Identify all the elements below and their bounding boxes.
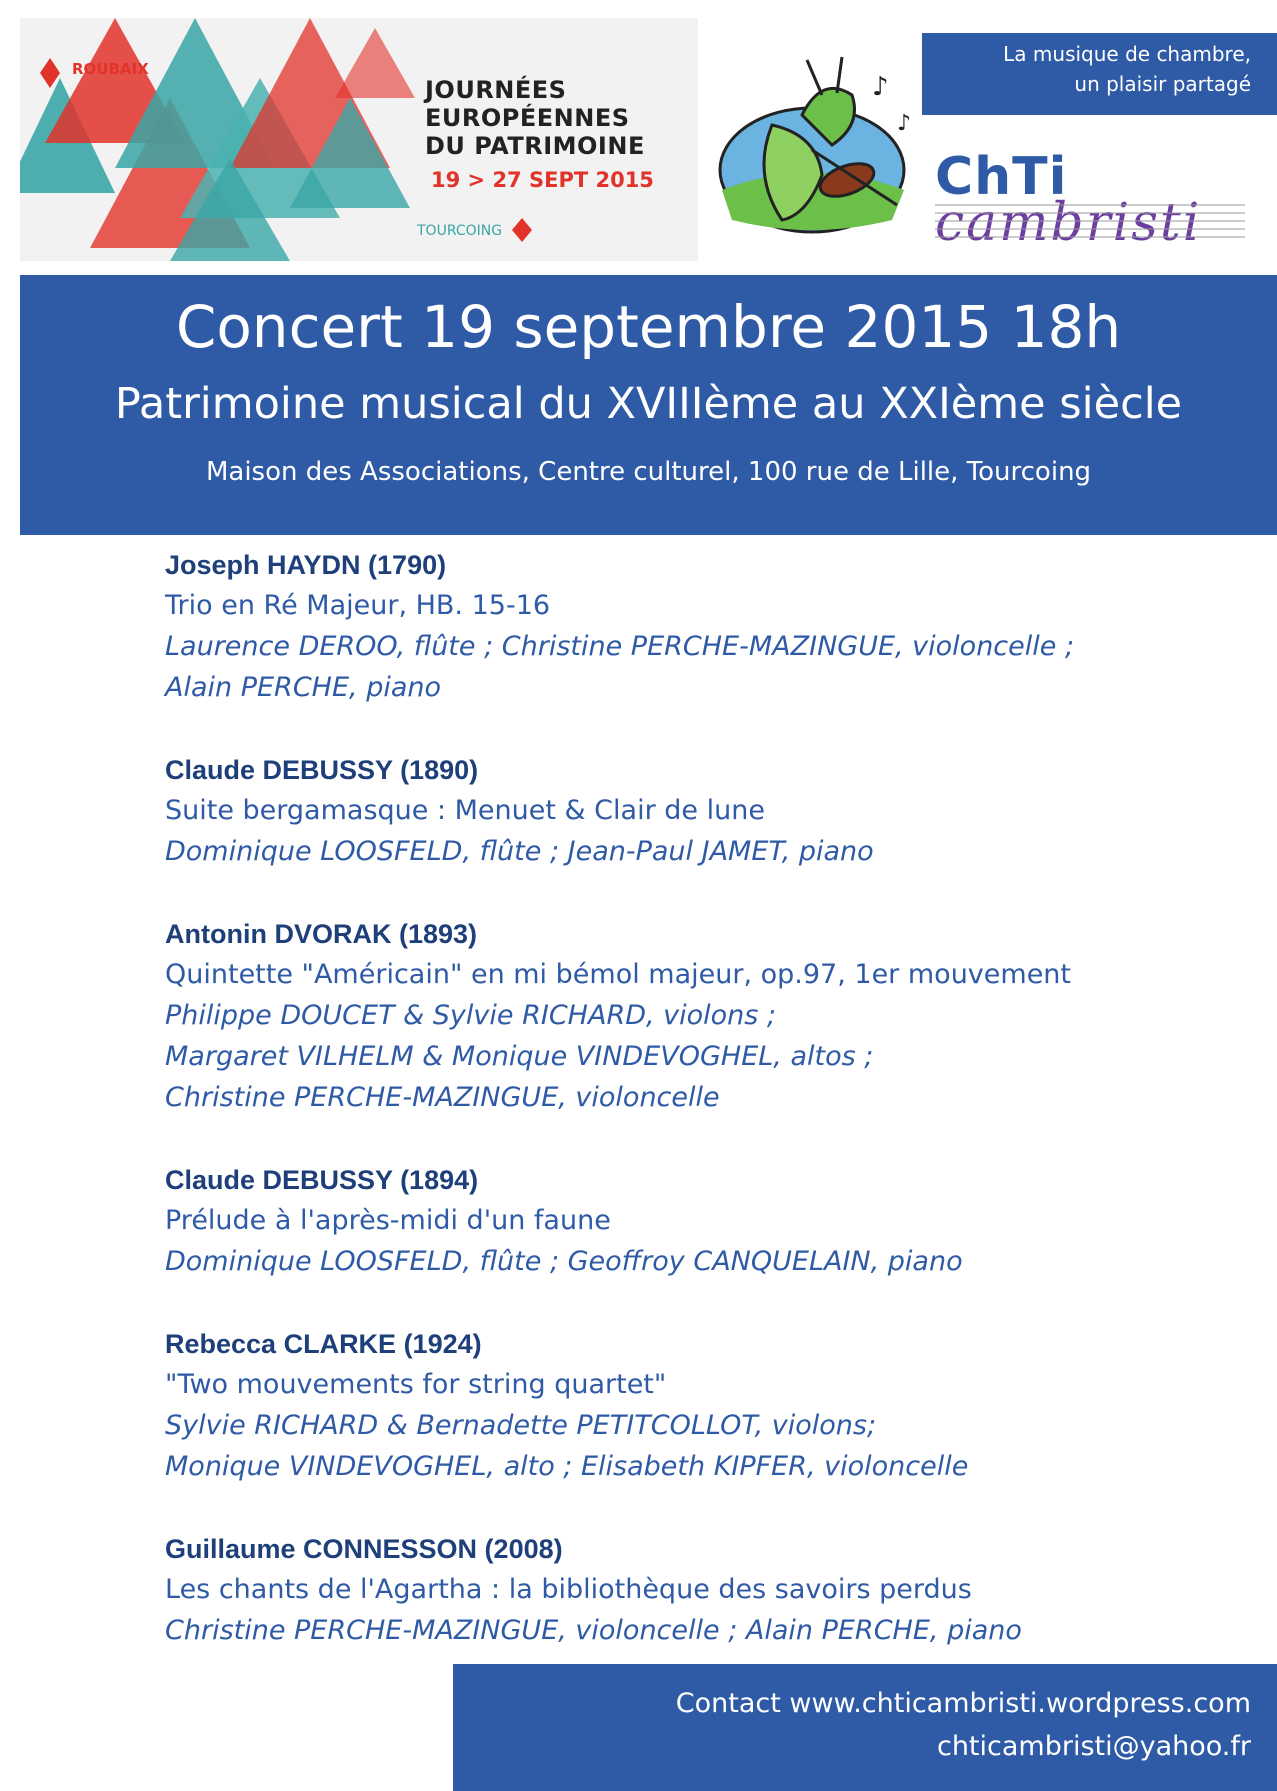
performers: Dominique LOOSFELD, flûte ; Jean-Paul JAMET, piano xyxy=(165,836,874,867)
program-item xyxy=(165,750,1225,872)
jep-city-tourcoing: TOURCOING xyxy=(417,223,503,239)
concert-title: Concert 19 septembre 2015 18h xyxy=(175,293,1122,361)
composer: Guillaume CONNESSON (2008) xyxy=(165,1534,563,1564)
program-item xyxy=(165,1529,1225,1651)
tagline-box xyxy=(922,33,1277,115)
work-title: Les chants de l'Agartha : la bibliothèque des savoirs perdus xyxy=(165,1574,972,1605)
program-item xyxy=(165,914,1225,1118)
work-title: "Two mouvements for string quartet" xyxy=(165,1369,667,1400)
composer: Antonin DVORAK (1893) xyxy=(165,919,478,949)
contact-website[interactable]: Contact www.chticambristi.wordpress.com xyxy=(675,1688,1251,1719)
concert-banner xyxy=(20,275,1277,535)
grasshopper-violin-icon xyxy=(712,55,924,240)
logo-cambristi-text: cambristi xyxy=(935,193,1202,253)
performers: Laurence DEROO, flûte ; Christine PERCHE-MAZINGUE, violoncelle ; xyxy=(165,631,1075,662)
composer: Rebecca CLARKE (1924) xyxy=(165,1329,482,1359)
jep-logo xyxy=(20,18,698,261)
logo-chti-text: ChTi xyxy=(935,147,1068,207)
svg-text:♪: ♪ xyxy=(897,111,912,136)
concert-venue: Maison des Associations, Centre culturel, 100 rue de Lille, Tourcoing xyxy=(205,457,1092,487)
composer: Joseph HAYDN (1790) xyxy=(165,550,447,580)
jep-title-line: JOURNÉES xyxy=(425,76,567,104)
staff-lines-graphic xyxy=(935,201,1250,241)
performers: Alain PERCHE, piano xyxy=(165,672,442,703)
work-title: Trio en Ré Majeur, HB. 15-16 xyxy=(165,590,551,621)
jep-title-line: EUROPÉENNES xyxy=(425,104,630,132)
work-title: Suite bergamasque : Menuet & Clair de lune xyxy=(165,795,765,826)
performers: Philippe DOUCET & Sylvie RICHARD, violons ; xyxy=(165,1000,777,1031)
contact-box xyxy=(453,1664,1277,1791)
jep-title-line: DU PATRIMOINE xyxy=(425,132,645,160)
work-title: Prélude à l'après-midi d'un faune xyxy=(165,1205,611,1236)
jep-dates: 19 > 27 SEPT 2015 xyxy=(431,168,654,192)
concert-subtitle: Patrimoine musical du XVIIIème au XXIème siècle xyxy=(114,379,1183,429)
performers: Sylvie RICHARD & Bernadette PETITCOLLOT, violons; xyxy=(165,1410,877,1441)
jep-city-roubaix: ROUBAIX xyxy=(72,60,149,78)
performers: Christine PERCHE-MAZINGUE, violoncelle ; Alain PERCHE, piano xyxy=(165,1615,1022,1646)
composer: Claude DEBUSSY (1894) xyxy=(165,1165,479,1195)
contact-email[interactable]: chticambristi@yahoo.fr xyxy=(936,1731,1251,1762)
program-item xyxy=(165,1160,1225,1282)
chticambristi-logo xyxy=(935,147,1255,253)
performers: Christine PERCHE-MAZINGUE, violoncelle xyxy=(165,1082,720,1113)
performers: Margaret VILHELM & Monique VINDEVOGHEL, altos ; xyxy=(165,1041,874,1072)
performers: Dominique LOOSFELD, flûte ; Geoffroy CANQUELAIN, piano xyxy=(165,1246,963,1277)
program-item xyxy=(165,545,1225,708)
work-title: Quintette "Américain" en mi bémol majeur, op.97, 1er mouvement xyxy=(165,959,1072,990)
program-item xyxy=(165,1324,1225,1487)
svg-text:♪: ♪ xyxy=(872,72,889,102)
program-list xyxy=(165,545,1225,1651)
tagline-line: La musique de chambre, xyxy=(1003,42,1251,66)
jep-title xyxy=(425,76,645,160)
composer: Claude DEBUSSY (1890) xyxy=(165,755,479,785)
performers: Monique VINDEVOGHEL, alto ; Elisabeth KIPFER, violoncelle xyxy=(165,1451,969,1482)
tagline-line: un plaisir partagé xyxy=(1074,72,1251,96)
